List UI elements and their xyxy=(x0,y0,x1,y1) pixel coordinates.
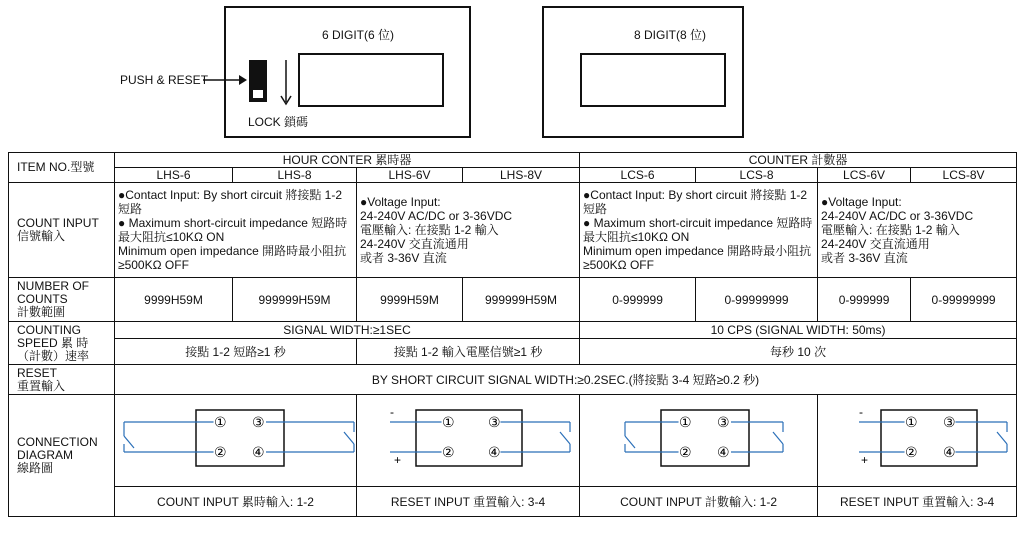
lock-label: LOCK 鎖碼 xyxy=(248,115,309,129)
terminal-3: ③ xyxy=(717,413,730,430)
speed-contact-hour: 接點 1-2 短路≥1 秒 xyxy=(115,339,357,365)
model-lcs-8: LCS-8 xyxy=(696,168,818,183)
reset-label: RESET 重置輸入 xyxy=(9,365,115,395)
terminal-2: ② xyxy=(679,443,692,460)
minus-sign: - xyxy=(390,404,394,419)
diagram-contact-counter-svg xyxy=(583,396,822,486)
voltage-input-hour: ●Voltage Input: 24-240V AC/DC or 3-36VDC 電壓輸入: 在接點 1-2 輸入 24-240V 交直流通用 或者 3-36V 直流 xyxy=(357,183,580,278)
diagram-contact-hour-svg xyxy=(118,396,360,486)
panel-8-digit-title: 8 DIGIT(8 位) xyxy=(634,28,707,42)
model-lhs-8v: LHS-8V xyxy=(463,168,580,183)
number-of-counts-label: NUMBER OF COUNTS 計數範圍 xyxy=(9,278,115,322)
reset-input-counter-caption: RESET INPUT 重置輸入: 3-4 xyxy=(818,487,1017,517)
model-lhs-6v: LHS-6V xyxy=(357,168,463,183)
terminal-2: ② xyxy=(905,443,918,460)
terminal-1: ① xyxy=(214,413,227,430)
spec-table xyxy=(8,152,1017,517)
counts-lcs-6: 0-999999 xyxy=(580,278,696,322)
connection-diagram-label: CONNECTION DIAGRAM 線路圖 xyxy=(9,395,115,517)
panel-8-digit xyxy=(542,6,744,138)
count-input-hour-caption: COUNT INPUT 累時輸入: 1-2 xyxy=(115,487,357,517)
counts-lhs-6: 9999H59M xyxy=(115,278,233,322)
diagram-voltage-counter xyxy=(818,395,1017,487)
hour-counter-group: HOUR CONTER 累時器 xyxy=(115,153,580,168)
model-lcs-6: LCS-6 xyxy=(580,168,696,183)
reset-text: BY SHORT CIRCUIT SIGNAL WIDTH:≥0.2SEC.(將接點 3-4 短路≥0.2 秒) xyxy=(115,365,1017,395)
diagram-voltage-hour xyxy=(357,395,580,487)
plus-sign: + xyxy=(394,452,402,467)
contact-input-hour: ●Contact Input: By short circuit 將接點 1-2 短路 ● Maximum short-circuit impedance 短路時最大阻抗≤10KΩ ON Minimum open impedance 開路時最小阻抗≥500KΩ OFF xyxy=(115,183,357,278)
count-input-counter-caption: COUNT INPUT 計數輸入: 1-2 xyxy=(580,487,818,517)
terminal-2: ② xyxy=(214,443,227,460)
terminal-4: ④ xyxy=(717,443,730,460)
counting-speed-label: COUNTING SPEED 累 時 （計數）速率 xyxy=(9,322,115,365)
item-no-label: ITEM NO.型號 xyxy=(9,153,115,183)
counts-lhs-8: 999999H59M xyxy=(233,278,357,322)
diagram-voltage-counter-svg xyxy=(821,396,1020,486)
lock-arrow-icon xyxy=(278,58,294,108)
push-reset-arrow-icon xyxy=(203,74,247,86)
terminal-3: ③ xyxy=(252,413,265,430)
reset-switch-knob xyxy=(253,90,263,98)
count-input-label: COUNT INPUT 信號輸入 xyxy=(9,183,115,278)
model-lhs-6: LHS-6 xyxy=(115,168,233,183)
counter-group: COUNTER 計數器 xyxy=(580,153,1017,168)
diagram-contact-hour xyxy=(115,395,357,487)
diagram-contact-counter xyxy=(580,395,818,487)
terminal-2: ② xyxy=(442,443,455,460)
speed-voltage-hour: 接點 1-2 輸入電壓信號≥1 秒 xyxy=(357,339,580,365)
signal-width-counter: 10 CPS (SIGNAL WIDTH: 50ms) xyxy=(580,322,1017,339)
minus-sign: - xyxy=(859,404,864,419)
terminal-1: ① xyxy=(679,413,692,430)
reset-input-hour-caption: RESET INPUT 重置輸入: 3-4 xyxy=(357,487,580,517)
signal-width-hour: SIGNAL WIDTH:≥1SEC xyxy=(115,322,580,339)
contact-input-counter: ●Contact Input: By short circuit 將接點 1-2 短路 ● Maximum short-circuit impedance 短路時最大阻抗≤10KΩ ON Minimum open impedance 開路時最小阻抗≥500KΩ OFF xyxy=(580,183,818,278)
counts-lhs-6v: 9999H59M xyxy=(357,278,463,322)
model-lcs-6v: LCS-6V xyxy=(818,168,911,183)
terminal-4: ④ xyxy=(488,443,501,460)
terminal-3: ③ xyxy=(943,413,956,430)
voltage-input-counter: ●Voltage Input: 24-240V AC/DC or 3-36VDC 電壓輸入: 在接點 1-2 輸入 24-240V 交直流通用 或者 3-36V 直流 xyxy=(818,183,1017,278)
model-lhs-8: LHS-8 xyxy=(233,168,357,183)
display-window-8 xyxy=(580,53,726,107)
terminal-1: ① xyxy=(905,413,918,430)
terminal-1: ① xyxy=(442,413,455,430)
panel-6-digit-title: 6 DIGIT(6 位) xyxy=(322,28,395,42)
display-window-6 xyxy=(298,53,444,107)
terminal-4: ④ xyxy=(252,443,265,460)
model-lcs-8v: LCS-8V xyxy=(911,168,1017,183)
counts-lhs-8v: 999999H59M xyxy=(463,278,580,322)
plus-sign: + xyxy=(861,452,869,467)
speed-counter: 每秒 10 次 xyxy=(580,339,1017,365)
push-reset-label: PUSH & RESET xyxy=(120,73,209,87)
diagram-voltage-hour-svg xyxy=(360,396,583,486)
counts-lcs-6v: 0-999999 xyxy=(818,278,911,322)
terminal-4: ④ xyxy=(943,443,956,460)
counts-lcs-8v: 0-99999999 xyxy=(911,278,1017,322)
reset-switch[interactable] xyxy=(249,60,267,102)
panel-6-digit xyxy=(224,6,471,138)
counts-lcs-8: 0-99999999 xyxy=(696,278,818,322)
terminal-3: ③ xyxy=(488,413,501,430)
